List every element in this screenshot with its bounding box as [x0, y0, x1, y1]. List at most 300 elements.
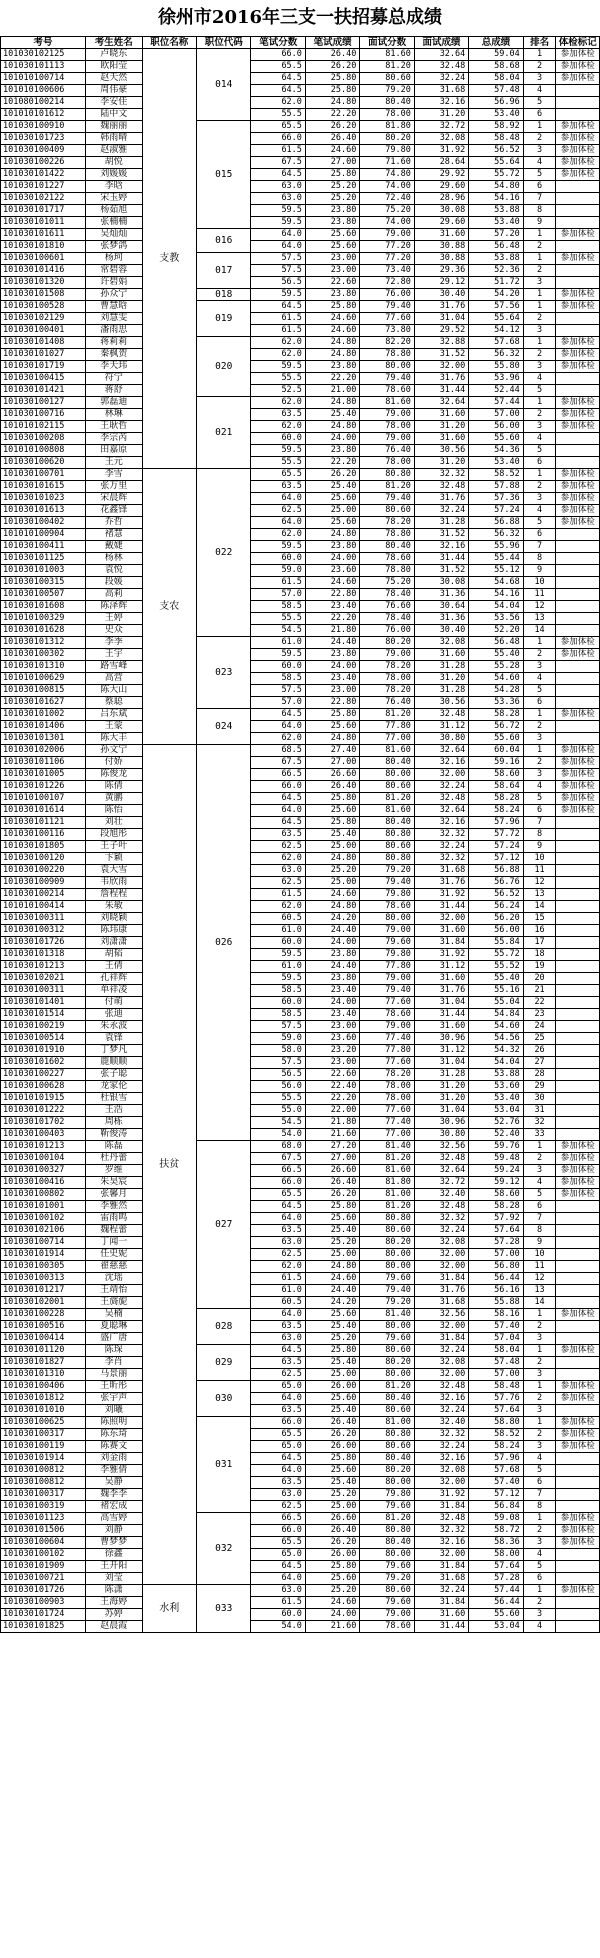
written-score-cell: 59.0	[251, 1033, 305, 1045]
total-score-cell: 58.92	[469, 121, 523, 133]
exam-id-cell: 101030101812	[1, 1393, 86, 1405]
exam-id-cell: 101030101909	[1, 1561, 86, 1573]
total-score-cell: 55.40	[469, 649, 523, 661]
interview-score-cell: 77.60	[360, 1105, 414, 1117]
table-row	[1, 1093, 600, 1105]
exam-id-cell: 101030102006	[1, 745, 86, 757]
exam-id-cell: 101010100629	[1, 673, 86, 685]
medical-mark-cell	[556, 205, 600, 217]
interview-result-cell: 32.16	[414, 1453, 468, 1465]
interview-score-cell: 80.00	[360, 913, 414, 925]
interview-score-cell: 79.60	[360, 1273, 414, 1285]
table-row	[1, 145, 600, 157]
written-result-cell: 23.80	[305, 361, 359, 373]
interview-score-cell: 81.20	[360, 1153, 414, 1165]
total-score-cell: 57.64	[469, 1225, 523, 1237]
interview-score-cell: 79.00	[360, 973, 414, 985]
written-score-cell: 64.5	[251, 85, 305, 97]
candidate-name-cell: 李肖	[85, 1357, 142, 1369]
rank-cell: 2	[523, 1429, 556, 1441]
interview-result-cell: 31.92	[414, 949, 468, 961]
interview-score-cell: 77.60	[360, 1057, 414, 1069]
written-score-cell: 59.5	[251, 649, 305, 661]
written-result-cell: 25.20	[305, 865, 359, 877]
medical-mark-cell: 参加体检	[556, 397, 600, 409]
interview-result-cell: 29.36	[414, 265, 468, 277]
rank-cell: 2	[523, 649, 556, 661]
total-score-cell: 57.40	[469, 1321, 523, 1333]
interview-result-cell: 31.60	[414, 1021, 468, 1033]
rank-cell: 1	[523, 1585, 556, 1597]
written-score-cell: 62.0	[251, 529, 305, 541]
medical-mark-cell: 参加体检	[556, 121, 600, 133]
written-score-cell: 57.0	[251, 697, 305, 709]
medical-mark-cell	[556, 589, 600, 601]
total-score-cell: 55.72	[469, 169, 523, 181]
total-score-cell: 56.32	[469, 529, 523, 541]
interview-result-cell: 32.16	[414, 757, 468, 769]
header-exam-id: 考号	[1, 37, 86, 49]
exam-id-cell: 101030100220	[1, 865, 86, 877]
rank-cell: 6	[523, 1201, 556, 1213]
medical-mark-cell	[556, 1465, 600, 1477]
candidate-name-cell: 鹿顺顺	[85, 1057, 142, 1069]
written-result-cell: 24.80	[305, 421, 359, 433]
exam-id-cell: 101030101805	[1, 841, 86, 853]
total-score-cell: 53.40	[469, 109, 523, 121]
rank-cell: 5	[523, 385, 556, 397]
medical-mark-cell	[556, 1249, 600, 1261]
written-score-cell: 64.5	[251, 1201, 305, 1213]
medical-mark-cell	[556, 613, 600, 625]
interview-score-cell: 75.20	[360, 205, 414, 217]
total-score-cell: 58.68	[469, 61, 523, 73]
table-row	[1, 373, 600, 385]
rank-cell: 27	[523, 1057, 556, 1069]
header-position-name: 职位名称	[142, 37, 196, 49]
exam-id-cell: 101030100414	[1, 1333, 86, 1345]
rank-cell: 6	[523, 805, 556, 817]
table-row	[1, 469, 600, 481]
candidate-name-cell: 杨茹旭	[85, 205, 142, 217]
exam-id-cell: 101030100228	[1, 1309, 86, 1321]
written-result-cell: 22.60	[305, 277, 359, 289]
table-row	[1, 229, 600, 241]
written-score-cell: 63.0	[251, 193, 305, 205]
exam-id-cell: 101030100104	[1, 1153, 86, 1165]
table-row	[1, 1585, 600, 1597]
written-result-cell: 25.00	[305, 877, 359, 889]
table-row	[1, 889, 600, 901]
medical-mark-cell: 参加体检	[556, 805, 600, 817]
interview-result-cell: 32.24	[414, 1405, 468, 1417]
candidate-name-cell: 刘媛媛	[85, 169, 142, 181]
exam-id-cell: 101030101125	[1, 553, 86, 565]
rank-cell: 10	[523, 577, 556, 589]
written-result-cell: 21.00	[305, 385, 359, 397]
candidate-name-cell: 王宇	[85, 649, 142, 661]
candidate-name-cell: 蒋莉莉	[85, 337, 142, 349]
rank-cell: 4	[523, 1549, 556, 1561]
written-score-cell: 57.0	[251, 589, 305, 601]
interview-score-cell: 80.20	[360, 133, 414, 145]
rank-cell: 7	[523, 1489, 556, 1501]
candidate-name-cell: 欧阳莹	[85, 61, 142, 73]
candidate-name-cell: 胡韬	[85, 949, 142, 961]
rank-cell: 1	[523, 709, 556, 721]
exam-id-cell: 101030100327	[1, 1165, 86, 1177]
exam-id-cell: 101030100815	[1, 685, 86, 697]
written-result-cell: 24.60	[305, 1597, 359, 1609]
rank-cell: 14	[523, 901, 556, 913]
written-score-cell: 61.5	[251, 1273, 305, 1285]
written-result-cell: 25.20	[305, 1585, 359, 1597]
interview-score-cell: 80.40	[360, 757, 414, 769]
header-row	[1, 37, 600, 49]
medical-mark-cell	[556, 553, 600, 565]
table-row	[1, 565, 600, 577]
medical-mark-cell	[556, 1489, 600, 1501]
rank-cell: 1	[523, 121, 556, 133]
written-score-cell: 65.0	[251, 1549, 305, 1561]
rank-cell: 1	[523, 469, 556, 481]
interview-result-cell: 31.68	[414, 1297, 468, 1309]
interview-result-cell: 31.12	[414, 961, 468, 973]
interview-result-cell: 32.16	[414, 541, 468, 553]
medical-mark-cell: 参加体检	[556, 505, 600, 517]
total-score-cell: 55.64	[469, 157, 523, 169]
interview-score-cell: 78.00	[360, 1081, 414, 1093]
interview-score-cell: 77.80	[360, 721, 414, 733]
written-result-cell: 22.20	[305, 613, 359, 625]
interview-result-cell: 32.08	[414, 1465, 468, 1477]
interview-result-cell: 31.84	[414, 1501, 468, 1513]
interview-result-cell: 31.44	[414, 901, 468, 913]
written-score-cell: 62.0	[251, 97, 305, 109]
total-score-cell: 58.72	[469, 1525, 523, 1537]
written-score-cell: 60.0	[251, 433, 305, 445]
total-score-cell: 58.04	[469, 1345, 523, 1357]
interview-result-cell: 29.92	[414, 169, 468, 181]
total-score-cell: 55.28	[469, 661, 523, 673]
candidate-name-cell: 韦欣雨	[85, 877, 142, 889]
written-score-cell: 64.0	[251, 1213, 305, 1225]
total-score-cell: 57.24	[469, 505, 523, 517]
total-score-cell: 54.80	[469, 181, 523, 193]
table-row	[1, 169, 600, 181]
interview-result-cell: 31.60	[414, 1609, 468, 1621]
written-score-cell: 66.0	[251, 1417, 305, 1429]
interview-result-cell: 32.08	[414, 133, 468, 145]
table-row	[1, 457, 600, 469]
exam-id-cell: 101030101825	[1, 1621, 86, 1633]
exam-id-cell: 101030102021	[1, 973, 86, 985]
rank-cell: 5	[523, 97, 556, 109]
written-result-cell: 25.20	[305, 1489, 359, 1501]
table-row	[1, 1489, 600, 1501]
table-row	[1, 1393, 600, 1405]
written-result-cell: 22.80	[305, 589, 359, 601]
interview-score-cell: 78.20	[360, 1069, 414, 1081]
exam-id-cell: 101030101401	[1, 997, 86, 1009]
interview-result-cell: 31.44	[414, 553, 468, 565]
rank-cell: 13	[523, 613, 556, 625]
total-score-cell: 53.40	[469, 457, 523, 469]
table-row	[1, 961, 600, 973]
table-row	[1, 853, 600, 865]
table-row	[1, 1453, 600, 1465]
written-result-cell: 24.60	[305, 325, 359, 337]
written-result-cell: 24.80	[305, 529, 359, 541]
written-result-cell: 25.20	[305, 1237, 359, 1249]
interview-score-cell: 79.00	[360, 925, 414, 937]
written-result-cell: 23.60	[305, 1033, 359, 1045]
interview-result-cell: 32.56	[414, 1141, 468, 1153]
table-row	[1, 73, 600, 85]
total-score-cell: 56.80	[469, 1261, 523, 1273]
table-row	[1, 577, 600, 589]
table-row	[1, 1297, 600, 1309]
table-row	[1, 481, 600, 493]
medical-mark-cell: 参加体检	[556, 1141, 600, 1153]
total-score-cell: 56.72	[469, 721, 523, 733]
candidate-name-cell: 赵天然	[85, 73, 142, 85]
total-score-cell: 56.44	[469, 1597, 523, 1609]
exam-id-cell: 101030101717	[1, 205, 86, 217]
rank-cell: 18	[523, 949, 556, 961]
interview-score-cell: 81.80	[360, 1177, 414, 1189]
total-score-cell: 52.40	[469, 1129, 523, 1141]
candidate-name-cell: 陈赛文	[85, 1441, 142, 1453]
exam-id-cell: 101030100406	[1, 1381, 86, 1393]
interview-result-cell: 31.60	[414, 925, 468, 937]
table-row	[1, 1189, 600, 1201]
rank-cell: 11	[523, 1261, 556, 1273]
written-score-cell: 61.0	[251, 1285, 305, 1297]
total-score-cell: 55.04	[469, 997, 523, 1009]
interview-result-cell: 31.28	[414, 661, 468, 673]
interview-score-cell: 79.60	[360, 1561, 414, 1573]
interview-result-cell: 31.60	[414, 409, 468, 421]
table-row	[1, 733, 600, 745]
total-score-cell: 53.40	[469, 217, 523, 229]
interview-result-cell: 31.84	[414, 1597, 468, 1609]
medical-mark-cell	[556, 985, 600, 997]
written-result-cell: 22.80	[305, 697, 359, 709]
written-result-cell: 23.80	[305, 217, 359, 229]
interview-result-cell: 30.64	[414, 601, 468, 613]
medical-mark-cell: 参加体检	[556, 493, 600, 505]
interview-result-cell: 32.48	[414, 61, 468, 73]
exam-id-cell: 101030100415	[1, 373, 86, 385]
total-score-cell: 54.04	[469, 601, 523, 613]
rank-cell: 9	[523, 841, 556, 853]
medical-mark-cell: 参加体检	[556, 1177, 600, 1189]
page-title: 徐州市2016年三支一扶招募总成绩	[157, 7, 443, 28]
candidate-name-cell: 朱昊宸	[85, 1177, 142, 1189]
interview-result-cell: 31.04	[414, 313, 468, 325]
candidate-name-cell: 丁梦凡	[85, 1045, 142, 1057]
interview-result-cell: 31.60	[414, 433, 468, 445]
candidate-name-cell: 段旭彤	[85, 829, 142, 841]
candidate-name-cell: 刘潇潇	[85, 937, 142, 949]
rank-cell: 1	[523, 289, 556, 301]
table-row	[1, 589, 600, 601]
candidate-name-cell: 魏程蕾	[85, 1225, 142, 1237]
written-result-cell: 25.60	[305, 721, 359, 733]
written-result-cell: 24.40	[305, 1285, 359, 1297]
candidate-name-cell: 付娇	[85, 757, 142, 769]
interview-score-cell: 79.20	[360, 865, 414, 877]
interview-score-cell: 75.20	[360, 577, 414, 589]
table-row	[1, 1141, 600, 1153]
total-score-cell: 57.72	[469, 829, 523, 841]
written-result-cell: 22.20	[305, 1093, 359, 1105]
exam-id-cell: 101030101615	[1, 481, 86, 493]
medical-mark-cell	[556, 1477, 600, 1489]
written-score-cell: 57.5	[251, 1021, 305, 1033]
candidate-name-cell: 郭磊迪	[85, 397, 142, 409]
medical-mark-cell	[556, 925, 600, 937]
total-score-cell: 59.04	[469, 49, 523, 61]
interview-score-cell: 77.20	[360, 253, 414, 265]
rank-cell: 7	[523, 817, 556, 829]
medical-mark-cell	[556, 325, 600, 337]
interview-score-cell: 77.20	[360, 241, 414, 253]
candidate-name-cell: 盛广唐	[85, 1333, 142, 1345]
written-score-cell: 62.0	[251, 397, 305, 409]
rank-cell: 8	[523, 1501, 556, 1513]
interview-score-cell: 76.40	[360, 445, 414, 457]
interview-result-cell: 32.00	[414, 913, 468, 925]
interview-score-cell: 80.40	[360, 817, 414, 829]
table-row	[1, 1609, 600, 1621]
exam-id-cell: 101030100903	[1, 1597, 86, 1609]
total-score-cell: 57.64	[469, 1561, 523, 1573]
exam-id-cell: 101030100317	[1, 1489, 86, 1501]
exam-id-cell: 101030100409	[1, 145, 86, 157]
interview-score-cell: 78.00	[360, 457, 414, 469]
total-score-cell: 54.60	[469, 1021, 523, 1033]
exam-id-cell: 101030101416	[1, 265, 86, 277]
written-score-cell: 66.5	[251, 769, 305, 781]
candidate-name-cell: 翟慈慈	[85, 1261, 142, 1273]
medical-mark-cell	[556, 565, 600, 577]
candidate-name-cell: 刘莹	[85, 1573, 142, 1585]
written-result-cell: 24.60	[305, 313, 359, 325]
candidate-name-cell: 孔祥辉	[85, 973, 142, 985]
total-score-cell: 55.96	[469, 541, 523, 553]
interview-result-cell: 31.84	[414, 937, 468, 949]
medical-mark-cell: 参加体检	[556, 145, 600, 157]
exam-id-cell: 101030100628	[1, 1081, 86, 1093]
table-row	[1, 217, 600, 229]
rank-cell: 7	[523, 193, 556, 205]
table-row	[1, 1117, 600, 1129]
total-score-cell: 52.44	[469, 385, 523, 397]
table-row	[1, 433, 600, 445]
candidate-name-cell: 张子聪	[85, 1069, 142, 1081]
rank-cell: 1	[523, 1141, 556, 1153]
interview-score-cell: 78.20	[360, 517, 414, 529]
medical-mark-cell	[556, 1093, 600, 1105]
medical-mark-cell: 参加体检	[556, 349, 600, 361]
exam-id-cell: 101030100416	[1, 1177, 86, 1189]
interview-result-cell: 30.88	[414, 253, 468, 265]
interview-score-cell: 78.60	[360, 901, 414, 913]
exam-id-cell: 101030100302	[1, 649, 86, 661]
total-score-cell: 57.48	[469, 85, 523, 97]
interview-score-cell: 81.60	[360, 1165, 414, 1177]
rank-cell: 11	[523, 865, 556, 877]
exam-id-cell: 101030100721	[1, 1573, 86, 1585]
interview-score-cell: 81.40	[360, 1141, 414, 1153]
exam-id-cell: 101030100625	[1, 1417, 86, 1429]
medical-mark-cell	[556, 1405, 600, 1417]
candidate-name-cell: 王子叶	[85, 841, 142, 853]
written-score-cell: 60.5	[251, 1297, 305, 1309]
total-score-cell: 58.24	[469, 805, 523, 817]
candidate-name-cell: 杜丹蕾	[85, 1153, 142, 1165]
table-row	[1, 901, 600, 913]
candidate-name-cell: 王倩	[85, 961, 142, 973]
position-code-cell: 031	[197, 1417, 251, 1513]
candidate-name-cell: 李雅倩	[85, 1465, 142, 1477]
interview-result-cell: 30.96	[414, 1033, 468, 1045]
interview-result-cell: 31.68	[414, 1573, 468, 1585]
written-result-cell: 23.80	[305, 445, 359, 457]
interview-result-cell: 32.48	[414, 1513, 468, 1525]
medical-mark-cell	[556, 1117, 600, 1129]
written-result-cell: 25.80	[305, 169, 359, 181]
written-result-cell: 23.40	[305, 673, 359, 685]
written-result-cell: 25.40	[305, 1357, 359, 1369]
table-row	[1, 925, 600, 937]
exam-id-cell: 101030100516	[1, 1321, 86, 1333]
written-result-cell: 25.80	[305, 1453, 359, 1465]
position-name-cell: 水利	[142, 1585, 196, 1633]
candidate-name-cell: 杨林	[85, 553, 142, 565]
interview-result-cell: 31.44	[414, 1621, 468, 1633]
exam-id-cell: 101030101514	[1, 1009, 86, 1021]
written-score-cell: 64.0	[251, 1573, 305, 1585]
medical-mark-cell	[556, 685, 600, 697]
interview-score-cell: 78.40	[360, 589, 414, 601]
written-result-cell: 25.60	[305, 517, 359, 529]
candidate-name-cell: 朱敏	[85, 901, 142, 913]
candidate-name-cell: 赵晨霞	[85, 1621, 142, 1633]
rank-cell: 2	[523, 61, 556, 73]
table-row	[1, 1549, 600, 1561]
written-score-cell: 60.0	[251, 937, 305, 949]
table-row	[1, 1081, 600, 1093]
written-score-cell: 64.0	[251, 721, 305, 733]
candidate-name-cell: 王海婷	[85, 1597, 142, 1609]
exam-id-cell: 101030100514	[1, 1033, 86, 1045]
medical-mark-cell	[556, 733, 600, 745]
rank-cell: 2	[523, 757, 556, 769]
medical-mark-cell	[556, 1273, 600, 1285]
written-score-cell: 66.0	[251, 1177, 305, 1189]
rank-cell: 3	[523, 421, 556, 433]
table-row	[1, 637, 600, 649]
total-score-cell: 56.48	[469, 241, 523, 253]
exam-id-cell: 101030101506	[1, 1525, 86, 1537]
table-row	[1, 529, 600, 541]
total-score-cell: 55.60	[469, 733, 523, 745]
table-body	[1, 49, 600, 1633]
written-score-cell: 65.5	[251, 1537, 305, 1549]
